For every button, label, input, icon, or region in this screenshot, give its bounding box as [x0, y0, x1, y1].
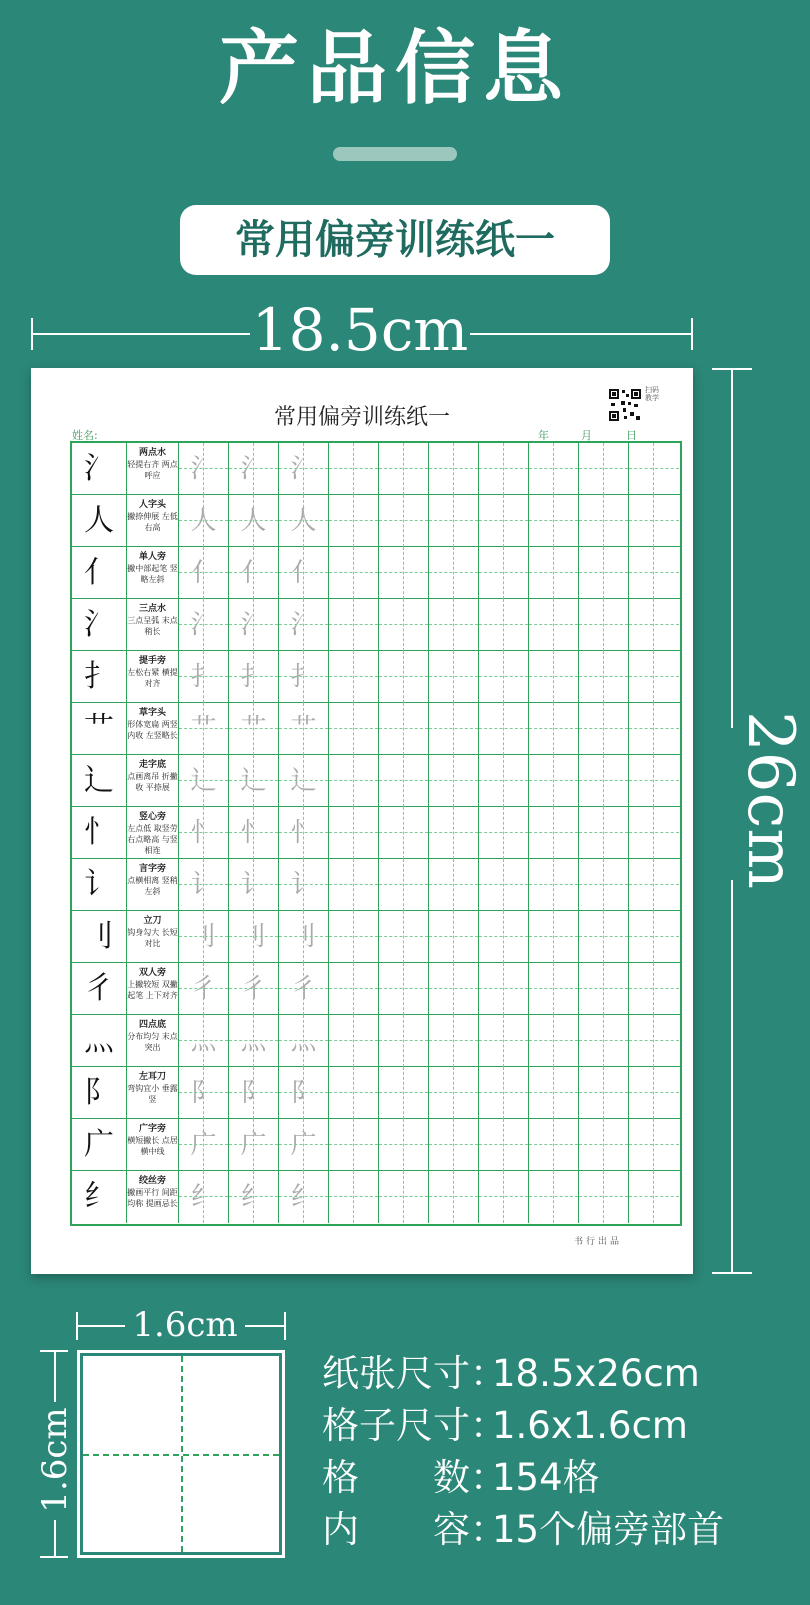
radical-description	[127, 1067, 179, 1119]
practice-cell	[579, 807, 629, 859]
grid-row	[72, 651, 680, 703]
practice-cell	[579, 443, 629, 495]
practice-cell	[629, 1015, 679, 1067]
practice-cell	[379, 1171, 429, 1223]
trace-cell: 忄	[229, 807, 279, 859]
radical-name: 绞丝旁	[138, 1176, 166, 1186]
practice-cell	[579, 495, 629, 547]
radical-description	[127, 495, 179, 547]
practice-cell	[629, 1067, 679, 1119]
practice-cell	[579, 599, 629, 651]
trace-cell: 广	[229, 1119, 279, 1171]
grid-row	[72, 1119, 680, 1171]
width-dimension-right-tick	[691, 318, 693, 350]
practice-cell	[379, 1119, 429, 1171]
radical-tip: 撇中部起笔 竖略左斜	[127, 564, 178, 584]
radical-example: 艹	[72, 703, 127, 755]
radical-example: 广	[72, 1119, 127, 1171]
spec-value: 15个偏旁部首	[492, 1508, 725, 1551]
practice-cell	[629, 495, 679, 547]
practice-cell	[479, 651, 529, 703]
practice-cell	[379, 495, 429, 547]
radical-example: 氵	[72, 443, 127, 495]
practice-cell	[479, 495, 529, 547]
radical-name: 左耳刀	[138, 1072, 166, 1082]
practice-cell	[379, 547, 429, 599]
trace-cell: 扌	[179, 651, 229, 703]
practice-cell	[529, 963, 579, 1015]
practice-cell	[329, 599, 379, 651]
practice-cell	[629, 859, 679, 911]
radical-description	[127, 547, 179, 599]
width-dimension-right-line	[470, 333, 692, 335]
practice-cell	[429, 807, 479, 859]
page-title: 产品信息	[219, 21, 571, 115]
radical-description	[127, 443, 179, 495]
trace-cell: 纟	[179, 1171, 229, 1223]
trace-cell: 忄	[179, 807, 229, 859]
practice-cell	[429, 547, 479, 599]
practice-cell	[329, 859, 379, 911]
practice-cell	[579, 1171, 629, 1223]
practice-cell	[529, 443, 579, 495]
height-dimension-label: 26cm	[733, 711, 807, 889]
trace-cell: 辶	[229, 755, 279, 807]
trace-cell: 讠	[229, 859, 279, 911]
spec-value: 1.6x1.6cm	[492, 1404, 688, 1447]
trace-cell: 辶	[279, 755, 329, 807]
cell-width-right-tick	[284, 1312, 286, 1340]
radical-tip: 三点呈弧 末点稍长	[127, 616, 178, 636]
radical-description	[127, 807, 179, 859]
cell-height-label: 1.6cm	[35, 1407, 75, 1513]
practice-cell	[579, 755, 629, 807]
trace-cell: 氵	[279, 443, 329, 495]
date-year-label: 年	[538, 429, 549, 442]
practice-grid	[70, 441, 682, 1226]
radical-tip: 撇捺伸展 左低右高	[127, 512, 178, 532]
trace-cell: 讠	[279, 859, 329, 911]
practice-cell	[429, 1067, 479, 1119]
radical-name: 三点水	[138, 604, 166, 614]
practice-cell	[629, 703, 679, 755]
radical-description	[127, 1171, 179, 1223]
practice-cell	[429, 599, 479, 651]
radical-example: 扌	[72, 651, 127, 703]
practice-cell	[329, 443, 379, 495]
practice-cell	[529, 599, 579, 651]
radical-description	[127, 651, 179, 703]
trace-cell: 刂	[179, 911, 229, 963]
spec-key: 格子尺寸：	[322, 1404, 507, 1447]
radical-name: 言字旁	[138, 864, 166, 874]
radical-tip: 弯钩宜小 垂露竖	[127, 1084, 178, 1104]
trace-cell: 艹	[279, 703, 329, 755]
height-dimension-top-line	[731, 368, 733, 728]
practice-cell	[479, 911, 529, 963]
radical-name: 双人旁	[138, 968, 166, 978]
practice-cell	[429, 703, 479, 755]
radical-example: 氵	[72, 599, 127, 651]
grid-row	[72, 807, 680, 859]
width-dimension-left-tick	[31, 318, 33, 350]
practice-cell	[429, 1171, 479, 1223]
trace-cell: 彳	[229, 963, 279, 1015]
practice-sheet	[31, 368, 693, 1274]
practice-cell	[479, 599, 529, 651]
practice-cell	[479, 1171, 529, 1223]
trace-cell: 广	[279, 1119, 329, 1171]
radical-tip: 点横相离 竖稍左斜	[127, 876, 178, 896]
practice-cell	[529, 807, 579, 859]
practice-cell	[579, 651, 629, 703]
practice-cell	[629, 963, 679, 1015]
radical-name: 人字头	[138, 500, 166, 510]
trace-cell: 艹	[179, 703, 229, 755]
width-dimension-label: 18.5cm	[251, 296, 469, 364]
practice-cell	[529, 495, 579, 547]
practice-cell	[529, 755, 579, 807]
practice-cell	[379, 443, 429, 495]
practice-cell	[329, 807, 379, 859]
radical-name: 竖心旁	[138, 812, 166, 822]
trace-cell: 灬	[229, 1015, 279, 1067]
grid-row	[72, 547, 680, 599]
qr-caption: 扫码教学	[645, 386, 659, 402]
practice-cell	[479, 859, 529, 911]
radical-description	[127, 859, 179, 911]
practice-cell	[429, 911, 479, 963]
practice-cell	[629, 547, 679, 599]
trace-cell: 亻	[279, 547, 329, 599]
radical-name: 单人旁	[138, 552, 166, 562]
practice-cell	[329, 1119, 379, 1171]
trace-cell: 氵	[179, 599, 229, 651]
practice-cell	[579, 547, 629, 599]
publisher-label: 书行出品	[574, 1237, 623, 1247]
practice-cell	[379, 651, 429, 703]
radical-description	[127, 599, 179, 651]
practice-cell	[329, 703, 379, 755]
sheet-title: 常用偏旁训练纸一	[273, 405, 450, 430]
width-dimension-left-line	[32, 333, 250, 335]
radical-tip: 形体宽扁 两竖内收 左竖略长	[127, 720, 178, 740]
practice-cell	[329, 651, 379, 703]
practice-cell	[379, 963, 429, 1015]
trace-cell: 刂	[229, 911, 279, 963]
trace-cell: 灬	[279, 1015, 329, 1067]
radical-example: 忄	[72, 807, 127, 859]
practice-cell	[529, 1119, 579, 1171]
radical-example: 辶	[72, 755, 127, 807]
practice-cell	[479, 1067, 529, 1119]
practice-cell	[329, 547, 379, 599]
spec-key: 纸张尺寸：	[322, 1352, 507, 1395]
spec-key: 格 数：	[322, 1456, 507, 1499]
grid-row	[72, 859, 680, 911]
trace-cell: 氵	[229, 599, 279, 651]
date-month-label: 月	[581, 429, 592, 442]
practice-cell	[579, 911, 629, 963]
trace-cell: 亻	[229, 547, 279, 599]
product-name-badge: 常用偏旁训练纸一	[180, 205, 610, 275]
practice-cell	[379, 703, 429, 755]
radical-description	[127, 963, 179, 1015]
trace-cell: 讠	[179, 859, 229, 911]
trace-cell: 彳	[279, 963, 329, 1015]
practice-cell	[329, 911, 379, 963]
practice-cell	[379, 859, 429, 911]
name-field-label: 姓名:	[72, 429, 98, 442]
practice-cell	[529, 1067, 579, 1119]
spec-content	[322, 1506, 724, 1554]
grid-row	[72, 1015, 680, 1067]
practice-cell	[429, 651, 479, 703]
radical-description	[127, 1119, 179, 1171]
cell-width-left-tick	[76, 1312, 78, 1340]
trace-cell: 氵	[279, 599, 329, 651]
practice-cell	[629, 1119, 679, 1171]
practice-cell	[629, 443, 679, 495]
practice-cell	[629, 755, 679, 807]
trace-cell: 阝	[279, 1067, 329, 1119]
grid-row	[72, 703, 680, 755]
radical-description	[127, 1015, 179, 1067]
practice-cell	[529, 1171, 579, 1223]
practice-cell	[329, 1015, 379, 1067]
practice-cell	[429, 1015, 479, 1067]
trace-cell: 广	[179, 1119, 229, 1171]
qr-code-icon	[608, 388, 642, 422]
practice-cell	[379, 807, 429, 859]
grid-row	[72, 911, 680, 963]
radical-tip: 分布均匀 末点突出	[127, 1032, 178, 1052]
radical-tip: 点画离吊 折撇收 平捺展	[127, 772, 178, 792]
radical-name: 走字底	[138, 760, 166, 770]
practice-cell	[629, 651, 679, 703]
radical-name: 四点底	[138, 1020, 166, 1030]
radical-example: 讠	[72, 859, 127, 911]
spec-value: 154格	[492, 1456, 600, 1499]
cell-width-left-line	[77, 1325, 125, 1327]
practice-cell	[529, 703, 579, 755]
spec-key: 内 容：	[322, 1508, 507, 1551]
trace-cell: 阝	[179, 1067, 229, 1119]
trace-cell: 扌	[229, 651, 279, 703]
trace-cell: 阝	[229, 1067, 279, 1119]
radical-example: 灬	[72, 1015, 127, 1067]
practice-cell	[429, 495, 479, 547]
practice-cell	[379, 755, 429, 807]
practice-cell	[329, 1067, 379, 1119]
spec-paper-size	[322, 1350, 700, 1398]
practice-cell	[429, 859, 479, 911]
cell-width-right-line	[245, 1325, 285, 1327]
practice-cell	[479, 807, 529, 859]
practice-cell	[329, 495, 379, 547]
trace-cell: 亻	[179, 547, 229, 599]
grid-row	[72, 1067, 680, 1119]
grid-row	[72, 1171, 680, 1223]
practice-cell	[479, 547, 529, 599]
trace-cell: 人	[229, 495, 279, 547]
practice-cell	[429, 963, 479, 1015]
practice-cell	[529, 859, 579, 911]
grid-row	[72, 443, 680, 495]
grid-row	[72, 755, 680, 807]
practice-cell	[529, 547, 579, 599]
practice-cell	[579, 1067, 629, 1119]
radical-example: 彳	[72, 963, 127, 1015]
practice-cell	[529, 651, 579, 703]
cell-sample	[83, 1356, 279, 1552]
practice-cell	[579, 703, 629, 755]
practice-cell	[479, 1119, 529, 1171]
radical-name: 提手旁	[138, 656, 166, 666]
cell-height-bottom-line	[54, 1520, 56, 1558]
trace-cell: 纟	[279, 1171, 329, 1223]
trace-cell: 扌	[279, 651, 329, 703]
trace-cell: 氵	[179, 443, 229, 495]
radical-name: 两点水	[138, 448, 166, 458]
practice-cell	[479, 1015, 529, 1067]
practice-cell	[529, 1015, 579, 1067]
radical-tip: 钩身勾大 长短对比	[127, 928, 178, 948]
grid-row	[72, 599, 680, 651]
trace-cell: 忄	[279, 807, 329, 859]
trace-cell: 人	[279, 495, 329, 547]
practice-cell	[629, 911, 679, 963]
radical-example: 纟	[72, 1171, 127, 1223]
trace-cell: 灬	[179, 1015, 229, 1067]
practice-cell	[629, 1171, 679, 1223]
spec-value: 18.5x26cm	[492, 1352, 700, 1395]
grid-row	[72, 963, 680, 1015]
radical-tip: 撇画平行 间距均称 提画忌长	[127, 1188, 178, 1208]
practice-cell	[629, 599, 679, 651]
radical-tip: 左点低 取竖劳 右点略高 与竖相连	[127, 824, 178, 855]
practice-cell	[329, 1171, 379, 1223]
grid-row	[72, 495, 680, 547]
radical-name: 立刀	[143, 916, 162, 926]
practice-cell	[579, 859, 629, 911]
trace-cell: 氵	[229, 443, 279, 495]
practice-cell	[379, 599, 429, 651]
practice-cell	[529, 911, 579, 963]
radical-tip: 轻提右齐 两点呼应	[127, 460, 178, 480]
date-day-label: 日	[626, 429, 637, 442]
practice-cell	[329, 963, 379, 1015]
cell-width-label: 1.6cm	[132, 1305, 238, 1345]
trace-cell: 艹	[229, 703, 279, 755]
practice-cell	[379, 1015, 429, 1067]
radical-name: 广字旁	[138, 1124, 166, 1134]
practice-cell	[379, 1067, 429, 1119]
radical-example: 人	[72, 495, 127, 547]
practice-cell	[479, 963, 529, 1015]
practice-cell	[329, 755, 379, 807]
trace-cell: 刂	[279, 911, 329, 963]
height-dimension-bottom-line	[731, 880, 733, 1273]
radical-example: 刂	[72, 911, 127, 963]
radical-description	[127, 703, 179, 755]
radical-tip: 上撇较短 双撇起笔 上下对齐	[127, 980, 178, 1000]
trace-cell: 辶	[179, 755, 229, 807]
trace-cell: 彳	[179, 963, 229, 1015]
title-underline	[333, 147, 457, 161]
practice-cell	[629, 807, 679, 859]
practice-cell	[429, 755, 479, 807]
radical-name: 草字头	[138, 708, 166, 718]
trace-cell: 人	[179, 495, 229, 547]
practice-cell	[479, 443, 529, 495]
practice-cell	[579, 1119, 629, 1171]
radical-tip: 左松右紧 横提对齐	[127, 668, 178, 688]
practice-cell	[479, 755, 529, 807]
radical-example: 阝	[72, 1067, 127, 1119]
practice-cell	[379, 911, 429, 963]
practice-cell	[429, 443, 479, 495]
trace-cell: 纟	[229, 1171, 279, 1223]
practice-cell	[579, 963, 629, 1015]
practice-cell	[579, 1015, 629, 1067]
spec-cell-size	[322, 1402, 688, 1450]
radical-example: 亻	[72, 547, 127, 599]
radical-tip: 横短撇长 点居横中线	[127, 1136, 178, 1156]
radical-description	[127, 911, 179, 963]
radical-description	[127, 755, 179, 807]
spec-cell-count	[322, 1454, 600, 1502]
practice-cell	[429, 1119, 479, 1171]
practice-cell	[479, 703, 529, 755]
